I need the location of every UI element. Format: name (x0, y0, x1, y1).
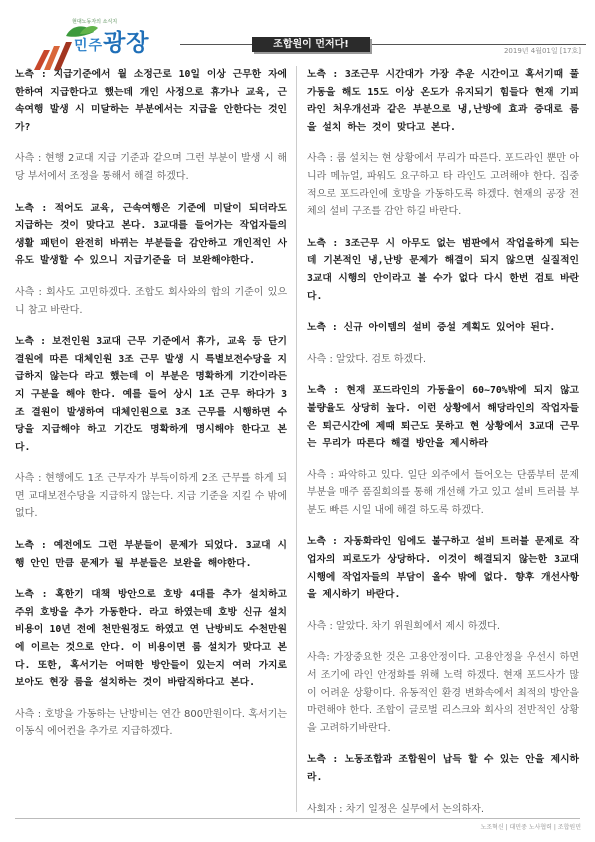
union-statement: 노측 : 신규 아이템의 설비 증설 계획도 있어야 된다. (307, 322, 556, 334)
company-response: 사측 : 호방을 가동하는 난방비는 연간 800만원이다. 혹서기는 이동식 에어컨을 추가로 지급하겠다. (15, 708, 287, 738)
header-tagline: 조합원이 먼저다! (252, 37, 370, 52)
header-rule (180, 44, 586, 45)
issue-date: 2019년 4월01일 [17호] (503, 47, 581, 55)
logo-title-minju: 민주 (74, 38, 104, 54)
footer-rule (15, 818, 580, 819)
logo-title-main: 광장 (103, 30, 150, 56)
paragraph-gap (15, 319, 287, 333)
paragraph-gap (15, 572, 287, 586)
company-response: 사측 : 파악하고 있다. 일단 외주에서 들어오는 단품부터 문제 부분을 매주 품질회의를 통해 개선해 가고 있고 설비 트러블 부분도 빠른 시일 내에 해결 하도록 하겠다. (307, 469, 579, 516)
right-column (307, 66, 579, 818)
paragraph-gap (15, 136, 287, 150)
union-statement: 노측 : 지급기준에서 월 소정근로 10일 이상 근무한 자에 한하여 지급한다고 했는데 개인 사정으로 휴가나 교육, 근속여행 발생 시 미달하는 부분에서는 지급을 안한다는 것인가? (15, 69, 287, 133)
union-statement: 노측 : 3조근무 시 아무도 없는 범판에서 작업을하게 되는데 기본적인 냉,난방 문제가 해결이 되지 않으면 실질적인 3교대 시행의 안이라고 볼 수가 없다 다시 한번 검토 바란다. (307, 237, 579, 302)
union-statement: 노측 : 적어도 교육, 근속여행은 기준에 미달이 되더라도 지급하는 것이 맞다고 본다. 3교대를 들어가는 작업자들의 생활 패턴이 완전히 바뀌는 부분들을 감안하고 개인적인 사유도 발생할 수 있으니 지급기준을 더 보완해야한다. (15, 202, 287, 267)
union-statement: 노측 : 혹한기 대책 방안으로 호방 4대를 추가 설치하고 주위 호방을 추가 가동한다. 라고 하였는데 호방 신규 설치비용이 10년 전에 천만원정도 하였고 연 난방비도 수천만원에 이르는 것으로 안다. 이 비용이면 룸 설치가 맞다고 본다. 또한, 혹서기는 어떠한 방안들이 있는지 여러 가지로 보아도 현장 룸을 설치하는 것이 바람직하다고 본다. (15, 589, 287, 689)
paragraph-gap (15, 456, 287, 470)
paragraph-gap (307, 635, 579, 649)
paragraph-gap (307, 737, 579, 751)
company-response: 사측 : 알았다. 검토 하겠다. (307, 353, 427, 365)
paragraph-gap (307, 221, 579, 235)
company-response: 사측 : 회사도 고민하겠다. 조합도 회사와의 합의 기준이 있으니 참고 바란다. (15, 286, 287, 316)
page-header (0, 0, 595, 64)
logo-title (74, 24, 150, 57)
paragraph-gap (307, 337, 579, 351)
paragraph-gap (15, 523, 287, 537)
union-statement: 노측 : 현재 포드라인의 가동율이 60~70%밖에 되지 않고 불량율도 상당히 높다. 이런 상황에서 해당라인의 작업자들은 퇴근시간에 제때 퇴근도 못하고 현 상황에서 3교대 근무는 무리가 따른다 해결 방안을 제시하라 (307, 385, 579, 450)
footer-text: 노조혁신 | 대민중 노사협력 | 조합원민 (480, 824, 581, 831)
paragraph-gap (307, 368, 579, 382)
union-statement: 노측 : 노동조합과 조합원이 납득 할 수 있는 안을 제시하라. (307, 754, 579, 783)
left-column (15, 66, 287, 741)
paragraph-gap (307, 136, 579, 150)
column-divider (296, 66, 297, 812)
paragraph-gap (307, 787, 579, 801)
company-response: 사회자 : 차기 일정은 실무에서 논의하자. (307, 803, 485, 815)
company-response: 사측 : 룸 설치는 현 상황에서 무리가 따른다. 포드라인 뿐만 아니라 메뉴얼, 파워도 요구하고 타 라인도 고려해야 한다. 집중적으로 포드라인에 호방을 가동하도록 하겠다. 현재의 공장 전체의 설비 구조를 감안 하길 바란다. (307, 153, 579, 218)
union-statement: 노측 : 3조근무 시간대가 가장 추운 시간이고 혹서기때 풀가동을 해도 15도 이상 온도가 유지되기 힘들다 현재 기피라인 처우개선과 같은 부분으로 냉,난방에 효과 증대로 룸을 설치 하는 것이 맞다고 본다. (307, 69, 579, 133)
company-response: 사측 : 현행에도 1조 근무자가 부득이하게 2조 근무를 하게 되면 교대보전수당을 지급하지 않는다. 지급 기준을 지킬 수 밖에 없다. (15, 473, 287, 520)
company-response: 사측: 가장중요한 것은 고용안정이다. 고용안정을 우선시 하면서 조기에 라인 안정화를 위해 노력 하겠다. 현재 포드사가 많이 어려운 상황이다. 유동적인 환경 변화속에서 최적의 방안을 마련해야 한다. 조합이 글로벌 리스크와 회사의 전반적인 상황을 고려하기바란다. (307, 652, 579, 734)
paragraph-gap (307, 519, 579, 533)
paragraph-gap (307, 604, 579, 618)
logo-subtitle: 현대노동자의 소식지 (72, 19, 118, 25)
company-response: 사측 : 현행 2교대 지급 기준과 같으며 그런 부분이 발생 시 해당 부서에서 조정을 통해서 해결 하겠다. (15, 153, 287, 182)
paragraph-gap (15, 186, 287, 200)
company-response: 사측 : 알았다. 차기 위원회에서 제시 하겠다. (307, 620, 501, 632)
union-statement: 노측 : 자동화라인 임에도 불구하고 설비 트러블 문제로 작업자의 피로도가 상당하다. 이것이 해결되지 않는한 3교대 시행에 작업자들의 부담이 올수 밖에 없다. 향후 개선사항을 제시하기 바란다. (307, 536, 579, 601)
paragraph-gap (307, 453, 579, 467)
union-statement: 노측 : 예전에도 그런 부분들이 문제가 되었다. 3교대 시행 안인 만큼 문제가 될 부분들은 보완을 해야한다. (15, 540, 287, 569)
paragraph-gap (307, 305, 579, 319)
paragraph-gap (15, 692, 287, 706)
paragraph-gap (15, 270, 287, 284)
union-statement: 노측 : 보전인원 3교대 근무 기준에서 휴가, 교육 등 단기결원에 따른 대체인원 3조 근무 발생 시 특별보전수당을 지급하지 않는다 라고 했는데 이 부분은 명확하게 기간이라든지 구분을 해야 한다. 예를 들어 상시 1조 근무 하다가 3조 결원이 발생하여 대체인원으로 3조 근무를 시행하면 수당을 지급해야 하고 기간도 명확하게 명시해야 한다고 본다. (15, 336, 287, 453)
